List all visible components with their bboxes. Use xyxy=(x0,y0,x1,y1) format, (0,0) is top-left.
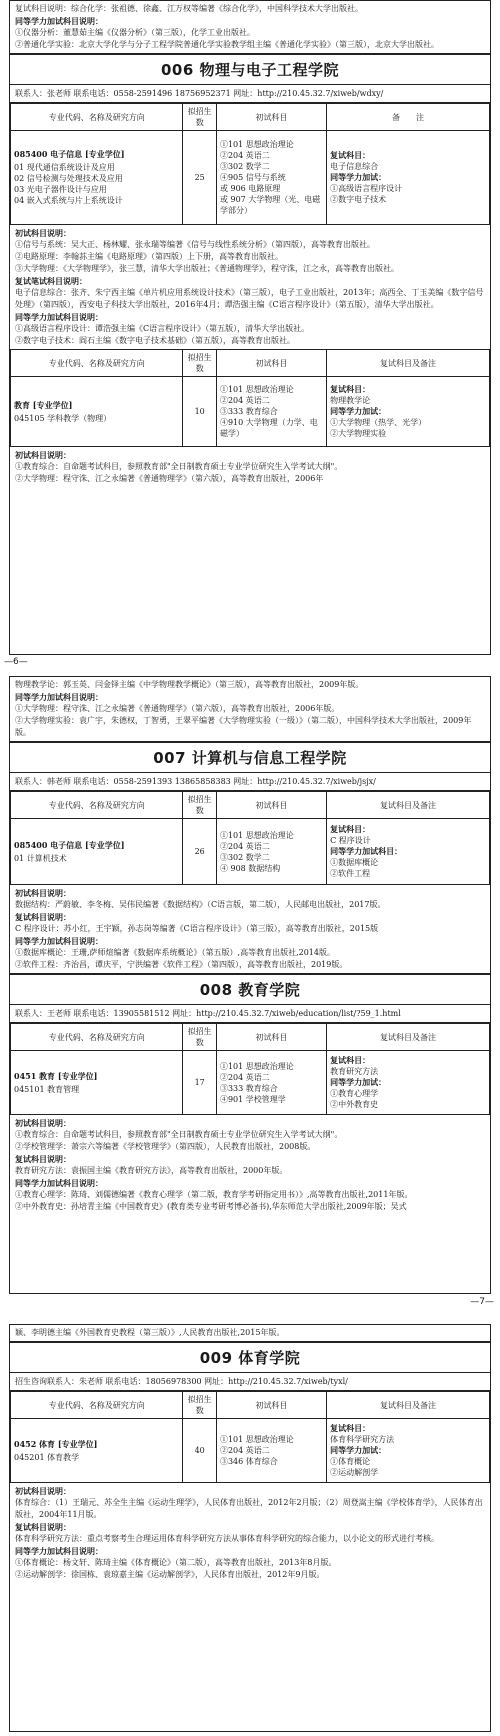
cell-line: ①教育心理学 xyxy=(330,1089,379,1098)
note-heading: 初试科目说明： xyxy=(15,228,71,238)
section-notes-009 xyxy=(10,1483,490,1583)
header-remarks: 复试科目及备注 xyxy=(327,350,490,377)
note-line: ①数据库概论：王珊,萨师煊编著《数据库系统概论》（第五版）,高等教育出版社,2014版。 xyxy=(15,948,335,957)
subjects-cell xyxy=(216,377,326,447)
note-heading: 同等学力加试科目说明： xyxy=(15,16,103,26)
major-cell xyxy=(11,819,183,885)
cell-line: ①101 思想政治理论 xyxy=(219,140,294,149)
header-subjects: 初试科目 xyxy=(216,1024,326,1051)
cell-line: ④901 学校管理学 xyxy=(219,1094,286,1104)
note-heading: 复试笔试科目说明： xyxy=(15,276,87,286)
count-cell: 10 xyxy=(183,377,217,447)
cell-line: 045105 学科教学（物理） xyxy=(14,413,112,423)
remarks-cell xyxy=(327,131,490,225)
cell-line: ④910 大学物理（力学、电磁学） xyxy=(219,418,318,438)
program-table-006 xyxy=(10,103,490,225)
remarks-cell xyxy=(327,377,490,447)
header-major: 专业代码、名称及研究方向 xyxy=(11,792,183,819)
table-row xyxy=(11,1051,490,1115)
subjects-cell xyxy=(216,1051,326,1115)
page-6-frame xyxy=(9,0,491,655)
note-line: 复试科目说明：综合化学：张祖德、徐鑫、江万权等编著《综合化学》，中国科学技术大学出版社。 xyxy=(15,4,363,13)
cell-line: ②软件工程 xyxy=(330,869,371,878)
section-contact-008: 联系人：王老师 联系电话：13905581512 网址：http://210.45.32.7/xiweb/education/list/?59_1.html xyxy=(10,1005,490,1023)
table2-notes xyxy=(10,447,490,487)
count-cell: 25 xyxy=(183,131,217,225)
note-line: ②普通化学实验：北京大学化学与分子工程学院普通化学实验教学组主编《普通化学实验》（第三版），北京大学出版社。 xyxy=(15,40,439,49)
header-count: 拟招生数 xyxy=(183,1392,217,1419)
header-major: 专业代码、名称及研究方向 xyxy=(11,104,183,131)
cell-line: 045201 体育教学 xyxy=(14,1452,80,1462)
note-heading: 同等学力加试科目说明： xyxy=(15,312,103,322)
section-notes-006 xyxy=(10,225,490,349)
header-remarks: 复试科目及备注 xyxy=(327,1024,490,1051)
cell-line: 或 907 大学物理（光、电磁学部分） xyxy=(219,195,321,215)
note-line: 体育科学研究方法：重点考察考生合理运用体育科学研究方法从事体育科学研究的综合能力，以小论文的形式进行考核。 xyxy=(15,1534,439,1543)
cell-line: 复试科目： xyxy=(330,1423,371,1433)
cell-line: ②204 英语二 xyxy=(219,151,270,160)
cell-line: ②运动解剖学 xyxy=(330,1468,379,1477)
note-line: ①信号与系统：吴大正、杨林耀、张永瑞等编著《信号与线性系统分析》（第四版），高等教育出版社。 xyxy=(15,240,375,249)
page-8 xyxy=(0,1318,500,1736)
major-cell xyxy=(11,131,183,225)
cell-line: ③333 教育综合 xyxy=(219,1083,278,1093)
cell-line: 或 906 电路原理 xyxy=(219,184,281,193)
header-major: 专业代码、名称及研究方向 xyxy=(11,350,183,377)
remarks-cell xyxy=(327,1051,490,1115)
note-heading: 复试科目说明： xyxy=(15,1522,71,1532)
cell-line: ③302 数学二 xyxy=(219,162,270,171)
cell-line: ①体育概论 xyxy=(330,1457,371,1466)
cell-line: ②大学物理实验 xyxy=(330,429,387,438)
cell-line: 03 光电子器件设计与应用 xyxy=(14,185,107,194)
cell-line: ③333 教育综合 xyxy=(219,407,278,416)
cell-line: 同等学力加试： xyxy=(330,1077,387,1087)
note-line: 颖、李明德主编《外国教育史教程（第三版）》,人民教育出版社,2015年版。 xyxy=(15,1328,285,1337)
cell-line: ③302 数学二 xyxy=(219,852,270,862)
table-header-row xyxy=(11,1024,490,1051)
table-header-row xyxy=(11,1392,490,1419)
cell-line: ②204 英语二 xyxy=(219,1072,270,1082)
major-cell xyxy=(11,377,183,447)
cell-line: ①101 思想政治理论 xyxy=(219,1435,294,1444)
cell-line: 02 信号检测与处理技术及应用 xyxy=(14,174,123,183)
section-notes-008 xyxy=(10,1115,490,1215)
count-cell: 40 xyxy=(183,1419,217,1483)
cell-line: ①数据库概论 xyxy=(330,858,379,867)
cell-line: ②数字电子技术 xyxy=(330,195,387,204)
note-line: ②学校管理学：萧宗六等编著《学校管理学》（第四版），人民教育出版社，2008版。 xyxy=(15,1142,316,1151)
note-line: ①教育心理学：陈琦、刘儒德编著《教育心理学（第二版，教育学考研指定用书）》,高等教育出版社,2011年版。 xyxy=(15,1190,413,1199)
cell-line: 电子信息综合 xyxy=(330,162,379,171)
note-line: ③大学物理：《大学物理学》，张三慧，清华大学出版社；《普通物理学》，程守洙，江之永，高等教育出版社。 xyxy=(15,264,399,273)
header-major: 专业代码、名称及研究方向 xyxy=(11,1392,183,1419)
note-line: ①大学物理：程守洙、江之永编著《普通物理学》（第六版），高等教育出版社，2006年版。 xyxy=(15,704,340,713)
cell-line: ②204 英语二 xyxy=(219,1446,270,1455)
cell-line: C 程序设计 xyxy=(330,836,371,845)
cell-line: ④905 信号与系统 xyxy=(219,173,286,182)
section-contact-009: 招生咨询联系人：朱老师 联系电话：18056978300 网址：http://210.45.32.7/xiweb/tyxl/ xyxy=(10,1373,490,1391)
note-heading: 同等学力加试科目说明： xyxy=(15,936,103,946)
note-line: ①仪器分析：董慧茹主编《仪器分析》（第三版），化学工业出版社。 xyxy=(15,28,255,37)
header-subjects: 初试科目 xyxy=(216,792,326,819)
cell-line: 物理教学论 xyxy=(330,396,371,405)
cell-line: 复试科目： xyxy=(330,1055,371,1065)
major-cell xyxy=(11,1051,183,1115)
header-subjects: 初试科目 xyxy=(216,1392,326,1419)
page-number: —7— xyxy=(470,1297,494,1307)
section-title-008: 008 教育学院 xyxy=(10,973,490,1005)
cell-line: ①101 思想政治理论 xyxy=(219,385,294,394)
note-heading: 初试科目说明： xyxy=(15,450,71,460)
remarks-cell xyxy=(327,819,490,885)
cell-line: ①101 思想政治理论 xyxy=(219,830,294,840)
note-line: 电子信息综合：张齐、朱宁西主编《单片机应用系统设计技术》（第三版），电子工业出版社，2013年；高西全、丁玉美编《数字信号处理》（第四版），西安电子科技大学出版社，2016年4月；谭浩强主编《C语言程序设计》（第五版），清华大学出版社。 xyxy=(15,288,484,309)
note-line: ②软件工程：齐治昌，谭庆平，宁洪编著《软件工程》（第四版），高等教育出版社，2019版。 xyxy=(15,960,348,969)
note-heading: 初试科目说明： xyxy=(15,1118,71,1128)
program-table-006-education xyxy=(10,349,490,447)
cell-line: ②中外教育史 xyxy=(330,1100,379,1109)
note-heading: 复试科目说明： xyxy=(15,1154,71,1164)
note-line: ②数字电子技术：阎石主编《数字电子技术基础》（第五版），高等教育出版社。 xyxy=(15,336,295,345)
cell-line: 同等学力加试： xyxy=(330,172,387,182)
note-line: ②大学物理：程守洙、江之永编著《普通物理学》（第六版），高等教育出版社，2006年 xyxy=(15,474,324,483)
table-row xyxy=(11,1419,490,1483)
note-line: 数据结构：严蔚敏、李冬梅、吴伟民编著《数据结构》（C语言版，第二版），人民邮电出版社，2017版。 xyxy=(15,900,386,909)
subjects-cell xyxy=(216,1419,326,1483)
count-cell: 17 xyxy=(183,1051,217,1115)
section-title-006: 006 物理与电子工程学院 xyxy=(10,53,490,85)
subjects-cell xyxy=(216,819,326,885)
cell-line: 复试科目： xyxy=(330,824,371,834)
note-heading: 同等学力加试科目说明： xyxy=(15,692,103,702)
note-heading: 初试科目说明： xyxy=(15,888,71,898)
note-line: 物理教学论：郭玉英、闫金铎主编《中学物理教学概论》（第三版），高等教育出版社，2009年版。 xyxy=(15,680,364,689)
page-7-frame xyxy=(9,676,491,1294)
note-heading: 同等学力加试科目说明： xyxy=(15,1546,103,1556)
top-notes xyxy=(10,677,490,741)
page-8-frame xyxy=(9,1324,491,1732)
cell-line: 教育研究方法 xyxy=(330,1067,379,1076)
cell-line: 01 计算机技术 xyxy=(14,853,67,863)
cell-line: 同等学力加试： xyxy=(330,406,387,416)
cell-line: 085400 电子信息 [专业学位] xyxy=(14,149,125,159)
program-table-009 xyxy=(10,1391,490,1483)
header-count: 拟招生数 xyxy=(183,1024,217,1051)
header-subjects: 初试科目 xyxy=(216,350,326,377)
table-header-row xyxy=(11,792,490,819)
page-6 xyxy=(0,0,500,672)
note-line: 教育研究方法：袁振国主编《教育研究方法》，高等教育出版社，2000年版。 xyxy=(15,1166,288,1175)
note-heading: 初试科目说明： xyxy=(15,1486,71,1496)
table-row xyxy=(11,377,490,447)
program-table-008 xyxy=(10,1023,490,1115)
section-notes-007 xyxy=(10,885,490,973)
cell-line: 01 现代通信系统设计及应用 xyxy=(14,163,115,172)
note-line: C 程序设计：苏小红，王宇颖，孙志岗等编著《C语言程序设计》（第三版），高等教育出版社，2015版 xyxy=(15,924,379,933)
cell-line: ④ 908 数据结构 xyxy=(219,863,281,873)
section-contact-007: 联系人：韩老师 联系电话：0558-2591393 13865858383 网址：http://210.45.32.7/xiweb/jsjx/ xyxy=(10,773,490,791)
header-count: 拟招生数 xyxy=(183,104,217,131)
cell-line: ①101 思想政治理论 xyxy=(219,1061,294,1071)
top-notes xyxy=(10,1,490,53)
header-remarks: 复试科目及备注 xyxy=(327,1392,490,1419)
header-remarks: 备 注 xyxy=(327,104,490,131)
note-line: ①高级语言程序设计：谭浩强主编《C语言程序设计》（第五版），清华大学出版社。 xyxy=(15,324,310,333)
header-remarks: 复试科目及备注 xyxy=(327,792,490,819)
section-title-009: 009 体育学院 xyxy=(10,1341,490,1373)
cell-line: 0452 体育 [专业学位] xyxy=(14,1438,98,1449)
subjects-cell xyxy=(216,131,326,225)
major-cell xyxy=(11,1419,183,1483)
cell-line: 0451 教育 [专业学位] xyxy=(14,1070,98,1081)
count-cell: 26 xyxy=(183,819,217,885)
note-heading: 同等学力加试科目说明： xyxy=(15,1178,103,1188)
table-header-row xyxy=(11,104,490,131)
cell-line: 体育科学研究方法 xyxy=(330,1435,395,1444)
note-line: ①教育综合：自命题考试科目，参照教育部"全日制教育硕士专业学位研究生入学考试大纲"。 xyxy=(15,462,343,471)
cell-line: 教育 [专业学位] xyxy=(14,399,73,410)
cell-line: 复试科目： xyxy=(330,150,371,160)
note-line: ②电路原理：李翰荪主编《电路原理》（第四版）上下册，高等教育出版社。 xyxy=(15,252,283,261)
cell-line: 04 嵌入式系统与片上系统设计 xyxy=(14,196,123,205)
program-table-007 xyxy=(10,791,490,885)
header-major: 专业代码、名称及研究方向 xyxy=(11,1024,183,1051)
cell-line: 045101 教育管理 xyxy=(14,1084,80,1094)
section-title-007: 007 计算机与信息工程学院 xyxy=(10,741,490,773)
page-number: —6— xyxy=(4,657,28,667)
top-notes xyxy=(10,1325,490,1341)
page-7 xyxy=(0,676,500,1316)
note-line: ②大学物理实验：袁广宇，朱德权，丁智勇，王翠平编著《大学物理实验（一级）》（第二版），中国科学技术大学出版社，2009年版。 xyxy=(15,716,472,737)
cell-line: 同等学力加试科目： xyxy=(330,846,403,856)
table-row xyxy=(11,819,490,885)
header-count: 拟招生数 xyxy=(183,350,217,377)
table-row xyxy=(11,131,490,225)
cell-line: 同等学力加试： xyxy=(330,1445,387,1455)
section-contact-006: 联系人：张老师 联系电话：0558-2591496 18756952371 网址：http://210.45.32.7/xiweb/wdxy/ xyxy=(10,85,490,103)
note-line: ②运动解剖学：徐国栋、袁琼嘉主编《运动解剖学》，人民体育出版社，2012年9月版。 xyxy=(15,1570,325,1579)
note-heading: 复试科目说明： xyxy=(15,912,71,922)
cell-line: 085400 电子信息 [专业学位] xyxy=(14,839,125,850)
note-line: ②中外教育史：孙培青主编《中国教育史》(教育类专业考研考博必备书),华东师范大学出版社,2009年版；吴式 xyxy=(15,1202,407,1211)
header-count: 拟招生数 xyxy=(183,792,217,819)
note-line: ①教育综合：自命题考试科目，参照教育部"全日制教育硕士专业学位研究生入学考试大纲"。 xyxy=(15,1130,343,1139)
cell-line: 复试科目： xyxy=(330,384,371,394)
cell-line: ①高级语言程序设计 xyxy=(330,184,403,193)
remarks-cell xyxy=(327,1419,490,1483)
header-subjects: 初试科目 xyxy=(216,104,326,131)
cell-line: ①大学物理（热学、光学） xyxy=(330,418,427,427)
note-line: ①体育概论：杨文轩、陈琦主编《体育概论》（第二版），高等教育出版社，2013年8月版。 xyxy=(15,1558,337,1567)
cell-line: ③346 体育综合 xyxy=(219,1457,278,1466)
cell-line: ②204 英语二 xyxy=(219,841,270,851)
cell-line: ②204 英语二 xyxy=(219,396,270,405)
table-header-row xyxy=(11,350,490,377)
note-line: 体育综合：（1）王瑞元、苏全生主编《运动生理学》，人民体育出版社，2012年2月版；（2）周登嵩主编《学校体育学》，人民体育出版社，2004年11月版。 xyxy=(15,1498,483,1519)
